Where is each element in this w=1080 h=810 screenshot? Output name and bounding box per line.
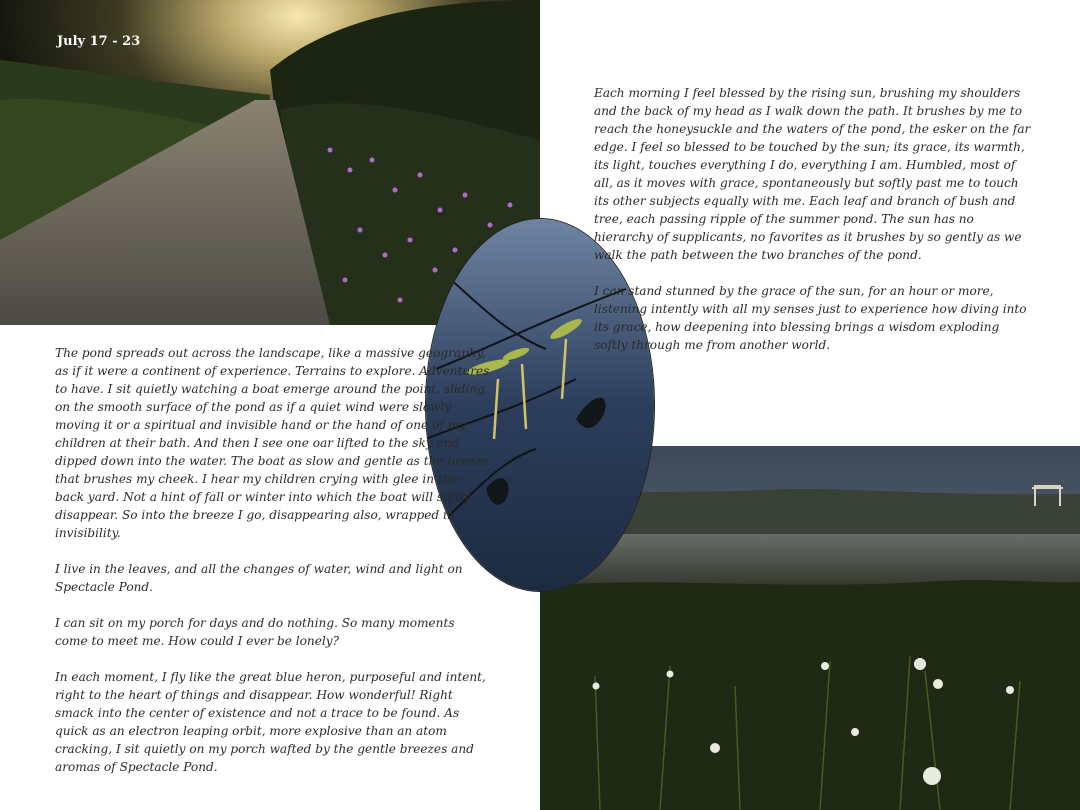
left-paragraph-2: I live in the leaves, and all the changes of water, wind and light on Spectacle Pond. [55, 562, 463, 594]
right-paragraph-1: Each morning I feel blessed by the rising sun, brushing my shoulders and the back of my head as I walk down the path. It brushes by me to reach the honeysuckle and the waters of the pond, the esker on the far edge. I feel so blessed to be touched by the sun; its grace, its warmth, its light, touches everything I do, everything I am. Humbled, most of all, as it moves with grace, spontaneously but softly past me to touch its other subjects equally with me. Each leaf and branch of bush and tree, each passing ripple of the summer pond. The sun has no hierarchy of supplicants, no favorites as it brushes by so gently as we walk the path between the two branches of the pond. [594, 86, 1031, 262]
left-paragraph-4: In each moment, I fly like the great blue heron, purposeful and intent, right to the heart of things and disappear. How wonderful! Right smack into the center of existence and not a trace to be found. As quick as an electron leaping orbit, more explosive than an atom cracking, I sit quietly on my porch wafted by the gentle breezes and aromas of Spectacle Pond. [55, 670, 486, 774]
right-paragraph-2: I can stand stunned by the grace of the sun, for an hour or more, listening intently with all my senses just to experience how diving into its grace, how deepening into blessing brings a wisdom exploding softly through me from another world. [594, 284, 1027, 352]
left-paragraph-3: I can sit on my porch for days and do nothing. So many moments come to meet me. How could I ever be lonely? [55, 616, 455, 648]
date-range-label: July 17 - 23 [57, 34, 141, 49]
right-column-text [594, 84, 1034, 354]
left-column-text [55, 344, 490, 776]
left-paragraph-1: The pond spreads out across the landscape, like a massive geography, as if it were a continent of experience. Terrains to explore. Adventures to have. I sit quietly watching a boat emerge around the point, sliding on the smooth surface of the pond as if a quiet wind were slowly moving it or a spiritual and invisible hand or the hand of one of my children at their bath. And then I see one oar lifted to the sky and dipped down into the water. The boat as slow and gentle as the breeze that brushes my cheek. I hear my children crying with glee in the back yard. Not a hint of fall or winter into which the boat will softly disappear. So into the breeze I go, disappearing also, wrapped in invisibility. [55, 346, 490, 540]
